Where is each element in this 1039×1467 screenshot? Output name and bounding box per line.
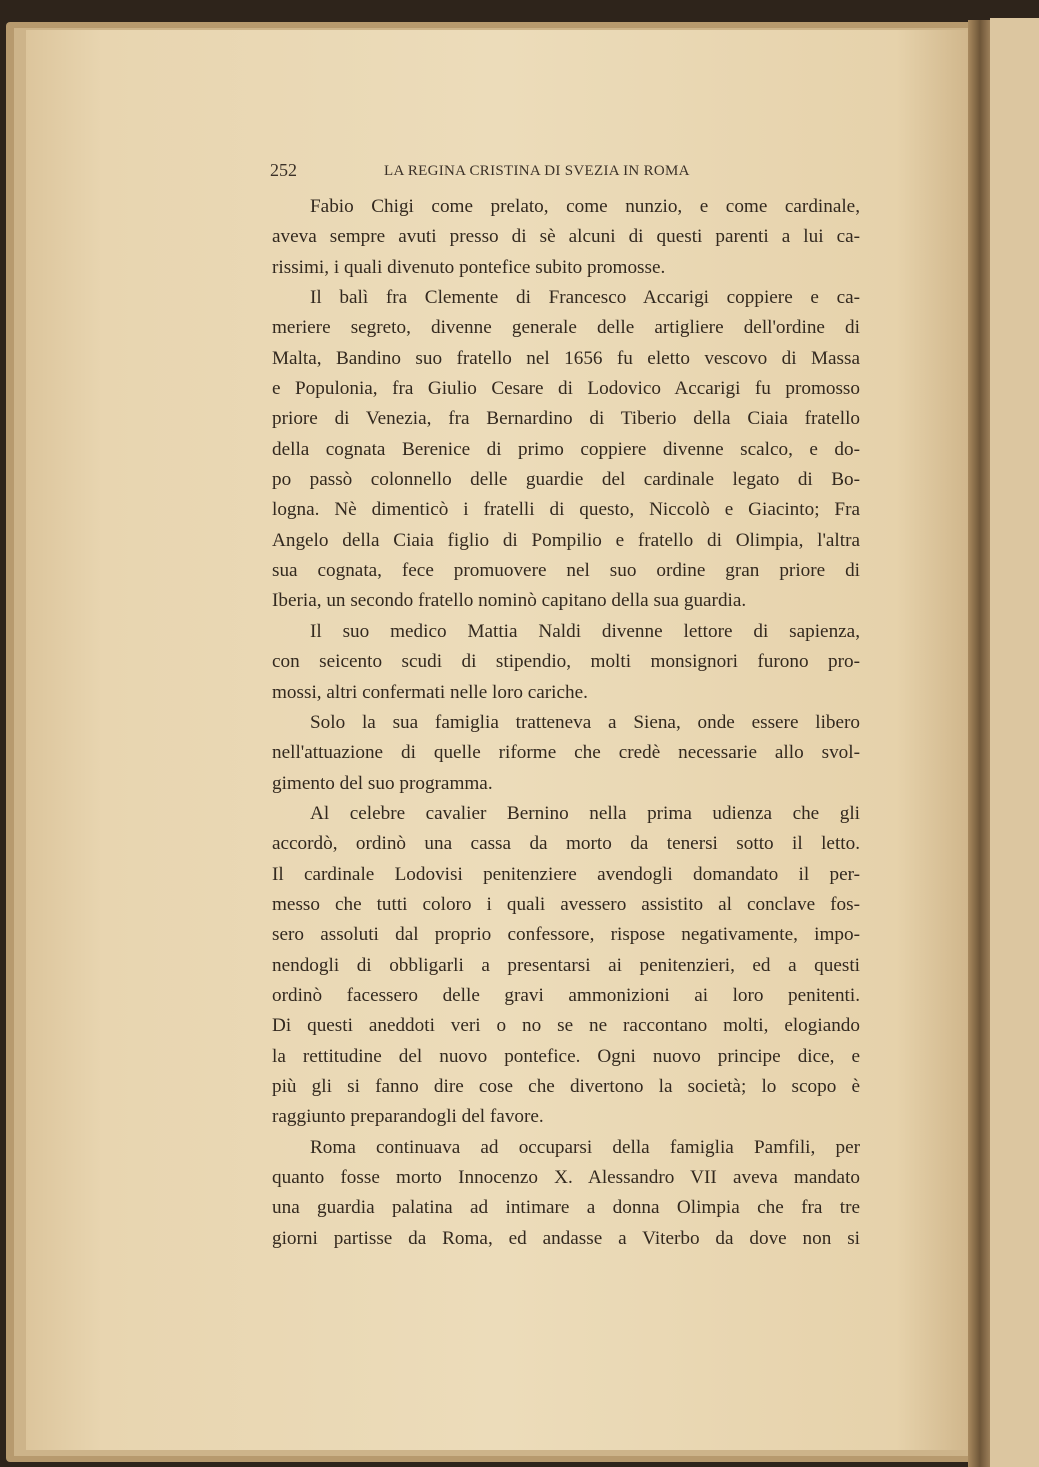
text-line: una guardia palatina ad intimare a donna Olimpia che fra tre xyxy=(272,1197,860,1219)
text-line: Iberia, un secondo fratello nominò capitano della sua guardia. xyxy=(272,590,747,612)
text-line: Di questi aneddoti veri o no se ne raccontano molti, elogiando xyxy=(272,1015,860,1037)
text-line: Malta, Bandino suo fratello nel 1656 fu eletto vescovo di Massa xyxy=(272,347,860,369)
text-line: giorni partisse da Roma, ed andasse a Viterbo da dove non si xyxy=(272,1227,860,1249)
text-line: messo che tutti coloro i quali avessero assistito al conclave fos- xyxy=(272,893,860,915)
text-line: sua cognata, fece promuovere nel suo ordine gran priore di xyxy=(272,560,860,582)
text-line: con seicento scudi di stipendio, molti monsignori furono pro- xyxy=(272,651,860,673)
text-line: Il cardinale Lodovisi penitenziere avendogli domandato il per- xyxy=(272,863,860,885)
text-line: la rettitudine del nuovo pontefice. Ogni nuovo principe dice, e xyxy=(272,1045,860,1067)
text-line: della cognata Berenice di primo coppiere divenne scalco, e do- xyxy=(272,438,860,460)
text-line: aveva sempre avuti presso di sè alcuni di questi parenti a lui ca- xyxy=(272,226,860,248)
text-line: Angelo della Ciaia figlio di Pompilio e fratello di Olimpia, l'altra xyxy=(272,529,860,551)
text-line: nendogli di obbligarli a presentarsi ai penitenzieri, ed a questi xyxy=(272,954,860,976)
text-line: Roma continuava ad occuparsi della famiglia Pamfili, per xyxy=(310,1136,860,1158)
text-line: ordinò facessero delle gravi ammonizioni ai loro penitenti. xyxy=(272,984,860,1006)
text-line: po passò colonnello delle guardie del cardinale legato di Bo- xyxy=(272,469,860,491)
page-number: 252 xyxy=(270,160,297,180)
text-line: Solo la sua famiglia tratteneva a Siena, onde essere libero xyxy=(310,711,860,733)
text-line: logna. Nè dimenticò i fratelli di questo, Niccolò e Giacinto; Fra xyxy=(272,499,860,521)
text-line: accordò, ordinò una cassa da morto da tenersi sotto il letto. xyxy=(272,833,860,855)
text-line: mossi, altri confermati nelle loro cariche. xyxy=(272,681,588,703)
body-text xyxy=(272,192,860,1254)
text-line: sero assoluti dal proprio confessore, rispose negativamente, impo- xyxy=(272,924,860,946)
text-line: quanto fosse morto Innocenzo X. Alessandro VII aveva mandato xyxy=(272,1167,860,1188)
text-line: Il balì fra Clemente di Francesco Accarigi coppiere e ca- xyxy=(310,287,860,309)
text-line: priore di Venezia, fra Bernardino di Tiberio della Ciaia fratello xyxy=(272,408,860,430)
text-line: raggiunto preparandogli del favore. xyxy=(272,1106,544,1128)
book-gutter xyxy=(968,20,992,1467)
running-header xyxy=(270,160,860,184)
facing-page-edge xyxy=(990,18,1039,1467)
text-line: Il suo medico Mattia Naldi divenne lettore di sapienza, xyxy=(310,620,860,642)
text-line: Al celebre cavalier Bernino nella prima udienza che gli xyxy=(310,802,860,824)
text-line: rissimi, i quali divenuto pontefice subito promosse. xyxy=(272,256,666,278)
text-line: più gli si fanno dire cose che divertono la società; lo scopo è xyxy=(272,1075,860,1097)
text-line: e Populonia, fra Giulio Cesare di Lodovico Accarigi fu promosso xyxy=(272,378,860,400)
text-line: Fabio Chigi come prelato, come nunzio, e come cardinale, xyxy=(310,196,860,217)
text-line: meriere segreto, divenne generale delle artigliere dell'ordine di xyxy=(272,317,860,339)
text-line: nell'attuazione di quelle riforme che credè necessarie allo svol- xyxy=(272,742,860,764)
text-line: gimento del suo programma. xyxy=(272,772,493,794)
running-title: LA REGINA CRISTINA DI SVEZIA IN ROMA xyxy=(384,163,690,179)
